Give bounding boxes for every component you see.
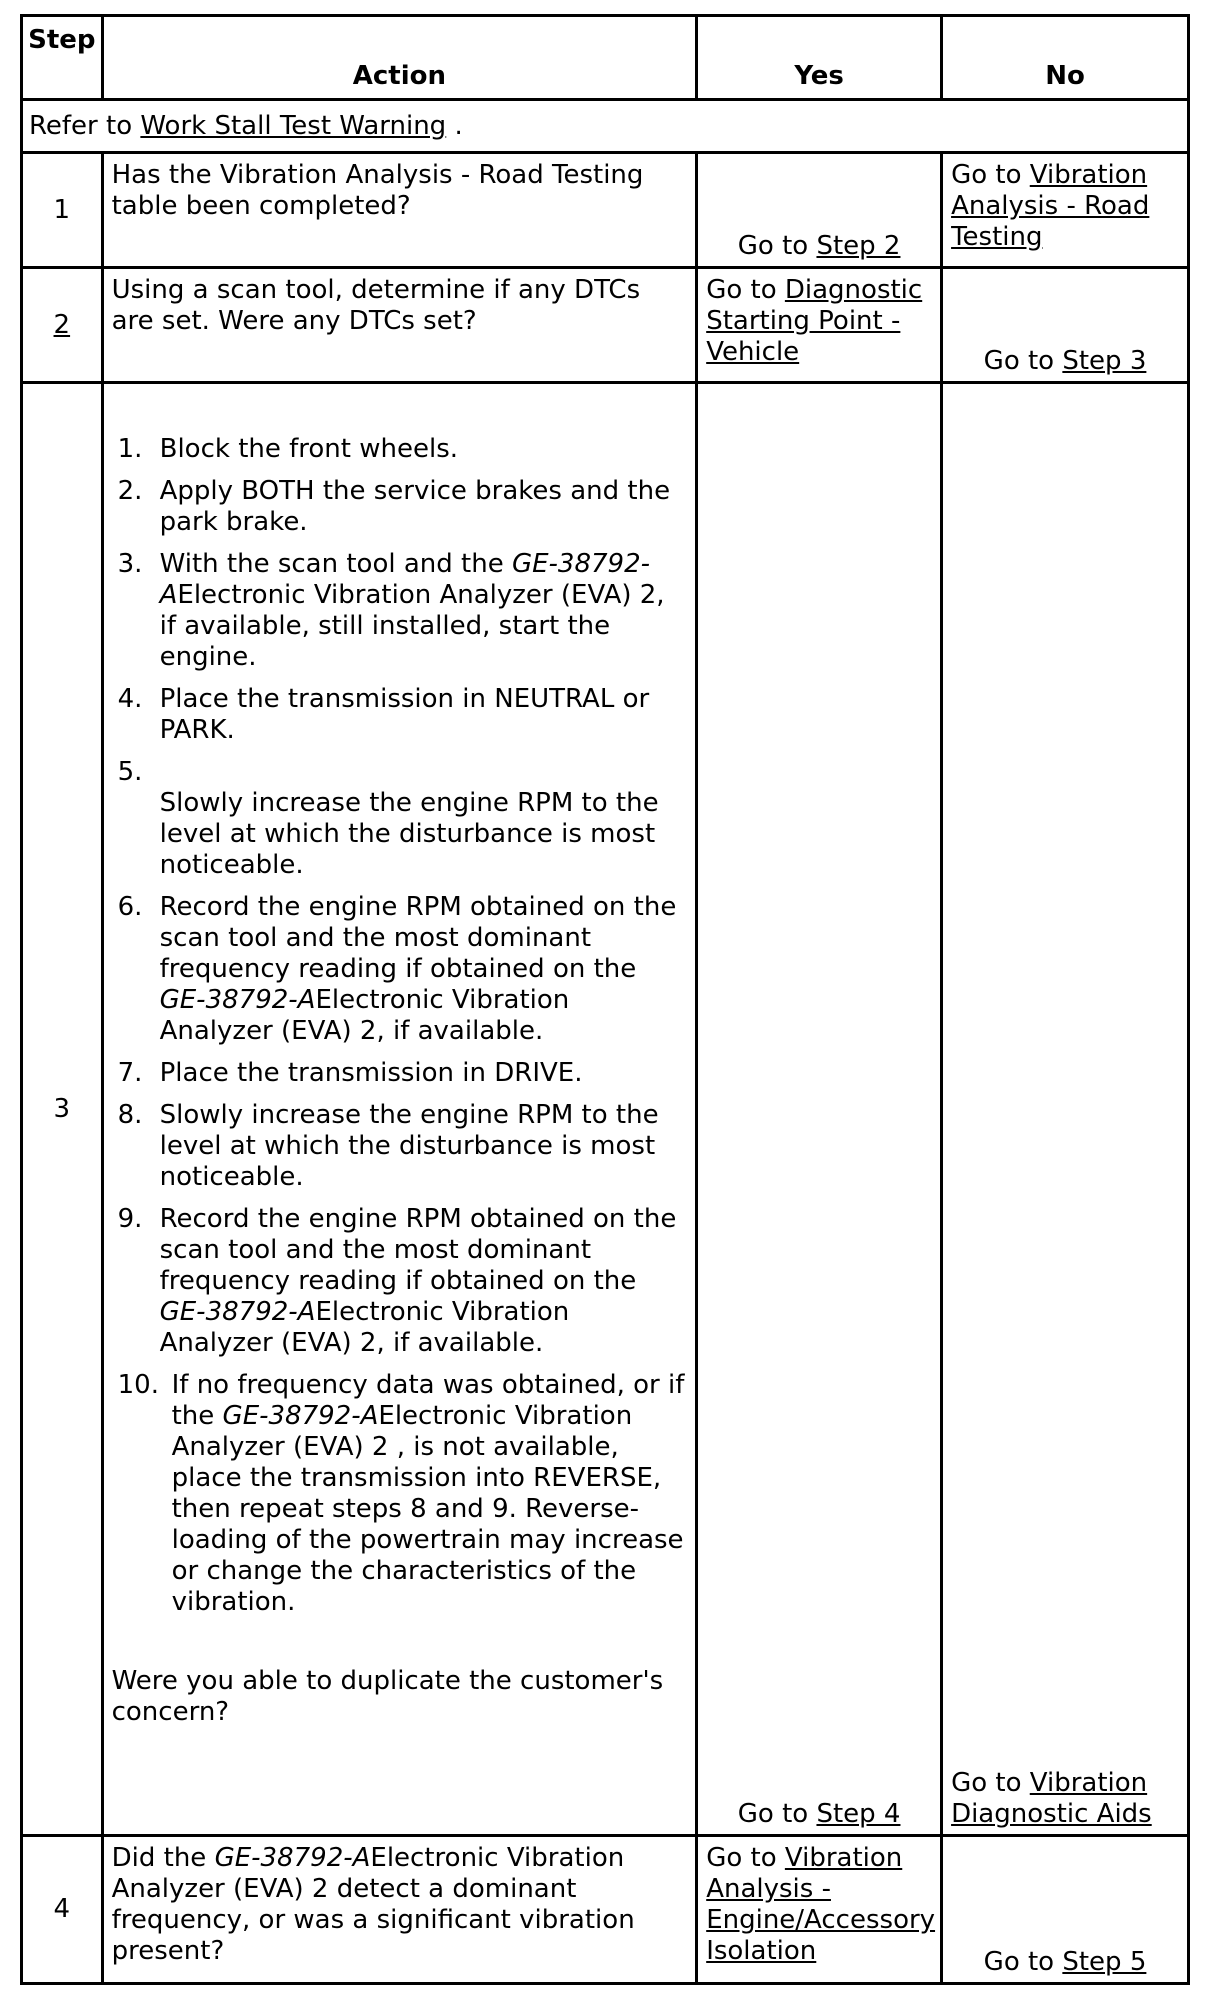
list-item: 6. Record the engine RPM obtained on the scan tool and the most dominant frequency reading if obtained on the GE-38792-AElectronic Vibration Analyzer (EVA) 2, if available. [117,892,677,1046]
header-action: Action [102,16,697,100]
list-item: 9. Record the engine RPM obtained on the scan tool and the most dominant frequency reading if obtained on the GE-38792-AElectronic Vibration Analyzer (EVA) 2, if available. [117,1204,677,1358]
action-text: Using a scan tool, determine if any DTCs are set. Were any DTCs set? [111,275,641,336]
yes-cell [697,1836,942,1984]
yes-link[interactable]: Diagnostic Starting Point - Vehicle [706,275,923,367]
no-prefix: Go to [951,1768,1030,1798]
table-row [22,383,1189,1836]
list-item: 7. Place the transmission in DRIVE. [117,1058,583,1088]
table-row [22,1836,1189,1984]
no-link[interactable]: Vibration Analysis - Road Testing [951,160,1150,252]
procedure-list [112,434,688,1618]
list-item: 4. Place the transmission in NEUTRAL or PARK. [117,684,650,745]
yes-prefix: Go to [737,231,817,261]
no-prefix: Go to [951,160,1030,190]
list-item: 2. Apply BOTH the service brakes and the park brake. [117,476,671,537]
note-suffix: . [446,111,463,141]
header-row [22,16,1189,100]
tool-reference: GE-38792-A [159,549,651,610]
tool-reference: GE-38792-A [159,985,316,1015]
step-number: 4 [22,1836,103,1984]
list-item: 5. Slowly increase the engine RPM to the level at which the disturbance is most noticeable. [117,757,659,880]
note-cell [22,100,1189,153]
note-prefix: Refer to [29,111,141,141]
no-prefix: Go to [983,346,1063,376]
action-cell [102,1836,697,1984]
action-cell [102,153,697,268]
header-yes: Yes [697,16,942,100]
no-cell [942,383,1189,1836]
action-cell [102,383,697,1836]
tool-reference: GE-38792-A [159,1297,316,1327]
action-cell [102,268,697,383]
list-item: 10. If no frequency data was obtained, or if the GE-38792-AElectronic Vibration Analyzer (EVA) 2 , is not available, place the transmission into REVERSE, then repeat steps 8 and 9. Reverse-loading of the powertrain may increase or change the characteristics of the vibration. [117,1370,685,1617]
tool-reference: GE-38792-A [214,1843,371,1873]
no-link[interactable]: Step 5 [1062,1947,1147,1977]
no-link[interactable]: Step 3 [1062,346,1147,376]
header-no: No [942,16,1189,100]
tool-reference: GE-38792-A [222,1401,379,1431]
yes-link[interactable]: Step 4 [816,1799,901,1829]
no-link[interactable]: Vibration Diagnostic Aids [951,1768,1152,1829]
step-number: 3 [22,383,103,1836]
action-text: Has the Vibration Analysis - Road Testing table been completed? [111,160,644,221]
list-item: 3. With the scan tool and the GE-38792-AElectronic Vibration Analyzer (EVA) 2, if available, still installed, start the engine. [117,549,665,672]
yes-prefix: Go to [737,1799,817,1829]
no-prefix: Go to [983,1947,1063,1977]
note-row [22,100,1189,153]
no-cell [942,1836,1189,1984]
action-text: Did the GE-38792-AElectronic Vibration Analyzer (EVA) 2 detect a dominant frequency, or was a significant vibration present? [111,1843,635,1966]
yes-link[interactable]: Step 2 [816,231,901,261]
header-step: Step [22,16,103,100]
table-row [22,268,1189,383]
yes-cell [697,153,942,268]
yes-prefix: Go to [706,1843,785,1873]
list-item: 1. Block the front wheels. [117,434,459,464]
yes-prefix: Go to [706,275,785,305]
question-text: Were you able to duplicate the customer's concern? [111,1666,664,1727]
step-number-link[interactable]: 2 [22,268,103,383]
yes-link[interactable]: Vibration Analysis - Engine/Accessory Isolation [706,1843,936,1966]
diagnostic-table [20,14,1190,1985]
yes-cell [697,268,942,383]
no-cell [942,153,1189,268]
work-stall-warning-link[interactable]: Work Stall Test Warning [140,111,447,141]
yes-cell [697,383,942,1836]
step-number: 1 [22,153,103,268]
table-row [22,153,1189,268]
no-cell [942,268,1189,383]
list-item: 8. Slowly increase the engine RPM to the level at which the disturbance is most noticeable. [117,1100,659,1192]
